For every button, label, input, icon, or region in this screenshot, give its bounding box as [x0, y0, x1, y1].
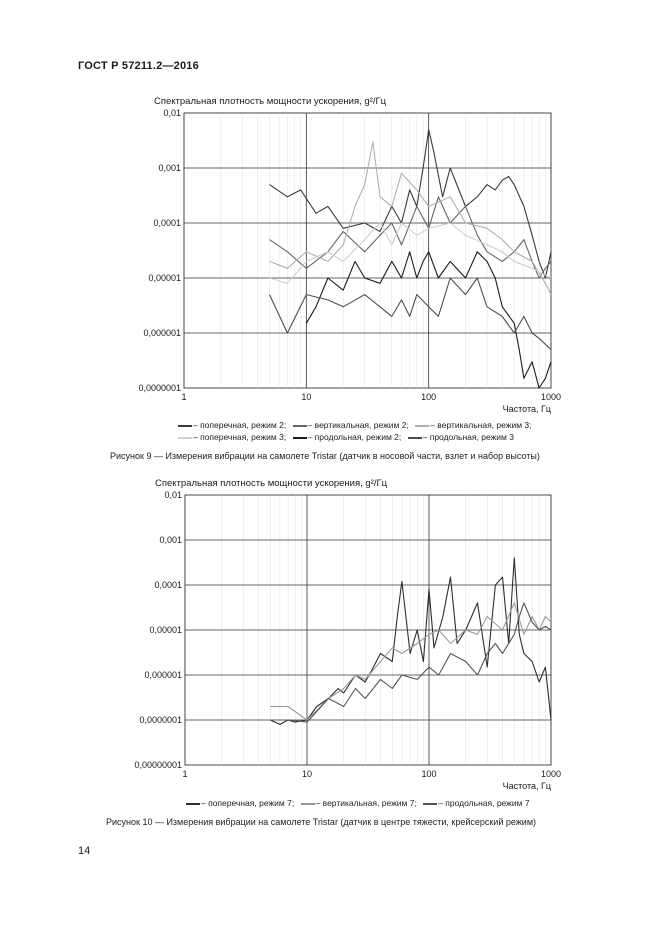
x-tick-label: 100 — [421, 769, 437, 779]
y-tick-label: 0,000001 — [144, 670, 182, 680]
legend-item: – продольная, режим 2; — [293, 432, 402, 442]
legend-item: – поперечная, режим 3; — [178, 432, 286, 442]
page-number: 14 — [78, 845, 91, 857]
x-tick-label: 1000 — [540, 392, 562, 402]
legend-row-1-fig10 — [186, 798, 534, 808]
legend-item: – вертикальная, режим 2; — [293, 420, 409, 430]
y-tick-label: 0,0000001 — [138, 383, 181, 393]
figure-9-caption: Рисунок 9 — Измерения вибрации на самолете Tristar (датчик в носовой части, взлет и набор высоты) — [110, 451, 540, 461]
x-axis-label: Частота, Гц — [502, 781, 551, 791]
y-tick-label: 0,00001 — [148, 273, 181, 283]
y-tick-label: 0,0000001 — [139, 715, 182, 725]
legend-item: – поперечная, режим 2; — [178, 420, 286, 430]
y-tick-label: 0,01 — [164, 490, 182, 500]
y-tick-label: 0,001 — [159, 535, 182, 545]
x-tick-label: 10 — [301, 392, 312, 402]
document-header: ГОСТ Р 57211.2—2016 — [78, 60, 199, 72]
x-tick-label: 1000 — [540, 769, 562, 779]
legend-row-1-fig9 — [178, 420, 536, 430]
legend-item: – продольная, режим 3 — [408, 432, 514, 442]
legend-item: – поперечная, режим 7; — [186, 798, 294, 808]
legend-item: – вертикальная, режим 7; — [301, 798, 417, 808]
x-tick-label: 100 — [421, 392, 437, 402]
y-tick-label: 0,0001 — [153, 218, 181, 228]
chart-title: Спектральная плотность мощности ускорения, g²/Гц — [154, 96, 387, 107]
chart-title: Спектральная плотность мощности ускорения, g²/Гц — [155, 478, 388, 489]
x-axis-label: Частота, Гц — [502, 404, 551, 414]
legend-row-2-fig9 — [178, 432, 518, 442]
x-tick-label: 10 — [301, 769, 313, 779]
y-tick-label: 0,001 — [158, 163, 181, 173]
y-tick-label: 0,00000001 — [134, 760, 182, 770]
y-tick-label: 0,00001 — [149, 625, 182, 635]
figure-10-caption: Рисунок 10 — Измерения вибрации на самолете Tristar (датчик в центре тяжести, крейсерский режим) — [106, 817, 537, 827]
y-tick-label: 0,0001 — [154, 580, 182, 590]
y-tick-label: 0,000001 — [143, 328, 181, 338]
x-tick-label: 1 — [181, 392, 187, 402]
y-tick-label: 0,01 — [163, 108, 181, 118]
x-tick-label: 1 — [182, 769, 188, 779]
legend-item: – вертикальная, режим 3; — [415, 420, 531, 430]
legend-item: – продольная, режим 7 — [423, 798, 529, 808]
